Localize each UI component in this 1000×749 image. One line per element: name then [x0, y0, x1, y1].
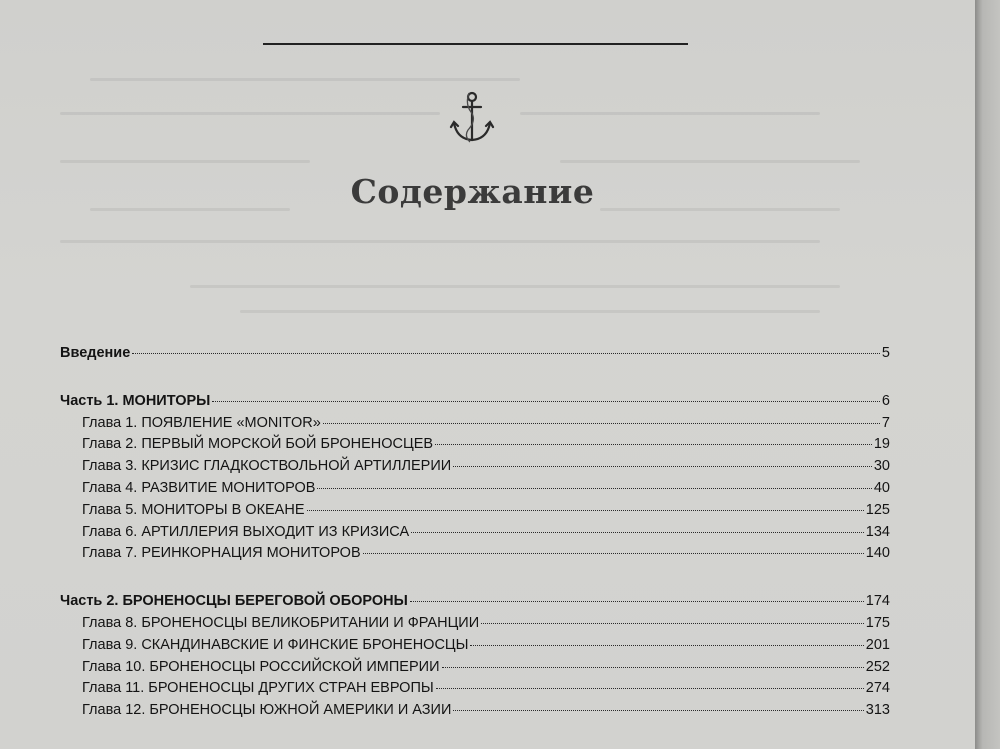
- show-through-line: [240, 310, 820, 313]
- toc-entry-label: Глава 7. РЕИНКОРНАЦИЯ МОНИТОРОВ: [82, 545, 361, 562]
- toc-entry-label: Глава 4. РАЗВИТИЕ МОНИТОРОВ: [82, 479, 316, 496]
- toc-entry-label: Глава 5. МОНИТОРЫ В ОКЕАНЕ: [82, 501, 305, 518]
- dot-leader: [436, 687, 864, 689]
- toc-page-number: 201: [865, 636, 890, 653]
- toc-chapter: [60, 635, 890, 657]
- anchor-icon: [447, 90, 497, 146]
- toc-entry-label: Глава 9. СКАНДИНАВСКИЕ И ФИНСКИЕ БРОНЕНОСЦЫ: [82, 636, 469, 653]
- show-through-line: [60, 112, 440, 115]
- dot-leader: [363, 552, 864, 554]
- show-through-line: [190, 285, 840, 288]
- toc-chapter: [60, 456, 890, 478]
- toc-entry-label: Глава 12. БРОНЕНОСЦЫ ЮЖНОЙ АМЕРИКИ И АЗИИ: [82, 702, 452, 719]
- toc-page-number: 6: [881, 392, 890, 409]
- dot-leader: [453, 709, 863, 711]
- dot-leader: [323, 422, 880, 424]
- toc-entry-label: Глава 8. БРОНЕНОСЦЫ ВЕЛИКОБРИТАНИИ И ФРАНЦИИ: [82, 614, 480, 631]
- toc-chapter: [60, 434, 890, 456]
- toc-part-2: [60, 591, 890, 613]
- show-through-line: [560, 160, 860, 163]
- toc-page-number: 30: [873, 458, 890, 475]
- toc-entry-label: Глава 1. ПОЯВЛЕНИЕ «MONITOR»: [82, 414, 321, 431]
- table-of-contents: [60, 343, 890, 722]
- toc-chapter: [60, 413, 890, 435]
- toc-page-number: 134: [865, 523, 890, 540]
- dot-leader: [470, 644, 863, 646]
- toc-chapter: [60, 522, 890, 544]
- toc-entry-label: Часть 2. БРОНЕНОСЦЫ БЕРЕГОВОЙ ОБОРОНЫ: [60, 593, 408, 610]
- toc-chapter: [60, 500, 890, 522]
- dot-leader: [317, 487, 871, 489]
- show-through-line: [90, 78, 520, 81]
- toc-page-number: 175: [865, 614, 890, 631]
- toc-chapter: [60, 678, 890, 700]
- toc-page-number: 40: [873, 479, 890, 496]
- dot-leader: [132, 352, 880, 354]
- dot-leader: [212, 400, 880, 402]
- dot-leader: [453, 465, 872, 467]
- toc-page-number: 19: [873, 436, 890, 453]
- toc-page-number: 7: [881, 414, 890, 431]
- toc-entry-intro: [60, 343, 890, 365]
- toc-entry-label: Глава 6. АРТИЛЛЕРИЯ ВЫХОДИТ ИЗ КРИЗИСА: [82, 523, 410, 540]
- toc-entry-label: Глава 10. БРОНЕНОСЦЫ РОССИЙСКОЙ ИМПЕРИИ: [82, 658, 440, 675]
- toc-entry-label: Введение: [60, 345, 131, 361]
- dot-leader: [481, 622, 864, 624]
- toc-entry-label: Глава 2. ПЕРВЫЙ МОРСКОЙ БОЙ БРОНЕНОСЦЕВ: [82, 436, 434, 453]
- dot-leader: [411, 531, 864, 533]
- toc-chapter: [60, 543, 890, 565]
- toc-chapter: [60, 700, 890, 722]
- dot-leader: [442, 666, 864, 668]
- toc-entry-label: Глава 11. БРОНЕНОСЦЫ ДРУГИХ СТРАН ЕВРОПЫ: [82, 680, 434, 697]
- toc-page-number: 313: [865, 702, 890, 719]
- toc-entry-label: Глава 3. КРИЗИС ГЛАДКОСТВОЛЬНОЙ АРТИЛЛЕРИИ: [82, 458, 452, 475]
- toc-part-1: [60, 391, 890, 413]
- toc-chapter: [60, 613, 890, 635]
- dot-leader: [435, 443, 872, 445]
- spacer: [60, 565, 890, 591]
- toc-page-number: 174: [865, 593, 890, 610]
- show-through-line: [60, 240, 820, 243]
- show-through-line: [60, 160, 310, 163]
- dot-leader: [410, 600, 864, 602]
- show-through-line: [520, 112, 820, 115]
- toc-chapter: [60, 478, 890, 500]
- dot-leader: [307, 509, 864, 511]
- toc-chapter: [60, 657, 890, 679]
- toc-page-number: 125: [865, 501, 890, 518]
- page-edge: [975, 0, 1000, 749]
- toc-entry-label: Часть 1. МОНИТОРЫ: [60, 392, 211, 409]
- toc-page-number: 140: [865, 545, 890, 562]
- toc-page-number: 274: [865, 680, 890, 697]
- page-title: Содержание: [350, 172, 595, 211]
- toc-page-number: 252: [865, 658, 890, 675]
- spacer: [60, 365, 890, 391]
- toc-page-number: 5: [881, 345, 890, 361]
- top-rule: [263, 43, 688, 45]
